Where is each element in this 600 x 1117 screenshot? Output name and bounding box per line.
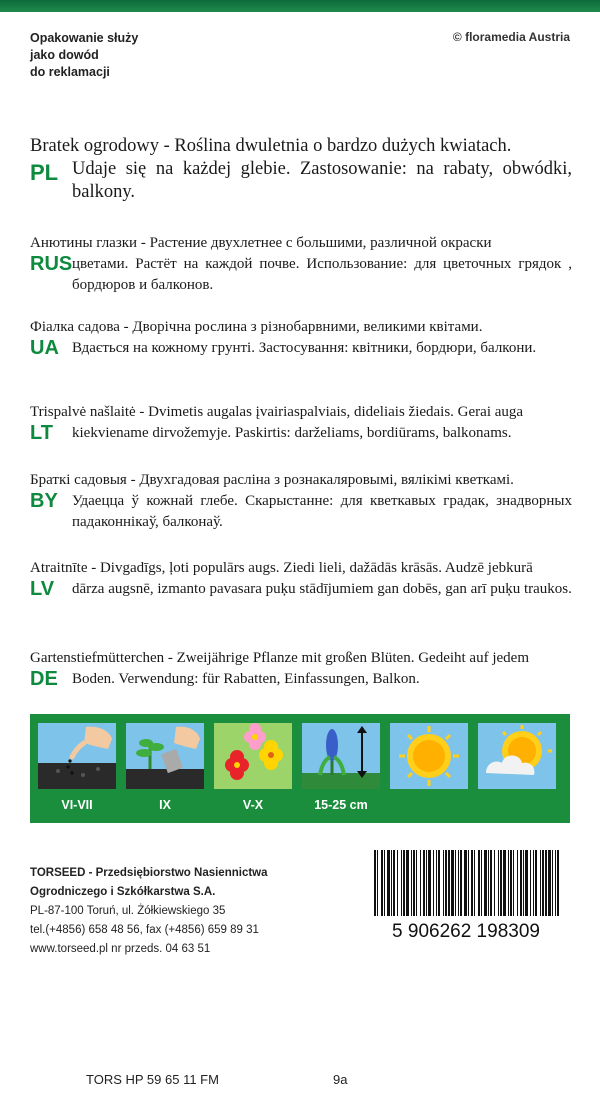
company-name-line: Ogrodniczego i Szkółkarstwa S.A. <box>30 886 216 898</box>
barcode-bar <box>474 850 475 916</box>
barcode-bar <box>525 850 528 916</box>
barcode-bar <box>381 850 383 916</box>
language-code: LV <box>30 578 55 600</box>
barcode-bar <box>420 850 421 916</box>
copyright-credit: © floramedia Austria <box>452 30 570 44</box>
description-text: Boden. Verwendung: für Rabatten, Einfassungen, Balkon. <box>72 671 420 687</box>
description-first-line: Браткі садовыя - Двухгадовая расліна з рознакаляровымі, вялікімі кветкамі. <box>30 472 514 488</box>
barcode-bar <box>448 850 450 916</box>
language-code: UA <box>30 337 59 359</box>
barcode-bar <box>403 850 405 916</box>
company-phone: tel.(+4856) 658 48 56, fax (+4856) 659 89 31 <box>30 924 259 936</box>
complaint-notice <box>30 30 138 81</box>
description-text: dārza augsnē, izmanto pavasara puķu stādījumiem gan dobēs, gan arī puķu traukos. <box>72 581 572 597</box>
description-by <box>30 470 572 540</box>
barcode-bar <box>503 850 506 916</box>
description-rus <box>30 233 572 303</box>
top-green-bar <box>0 0 600 12</box>
barcode-bars <box>360 848 572 940</box>
barcode-bar <box>508 850 509 916</box>
barcode-bar <box>443 850 444 916</box>
barcode-bar <box>488 850 489 916</box>
description-first-line: Фіалка садова - Дворічна рослина з різнобарвними, великими квітами. <box>30 319 483 335</box>
barcode-bar <box>451 850 454 916</box>
description-first-line: Atraitnīte - Divgadīgs, ļoti populārs augs. Ziedi lieli, dažādās krāsās. Audzē jebkurā <box>30 560 533 576</box>
flowering-icon <box>214 723 292 789</box>
description-first-line: Trispalvė našlaitė - Dvimetis augalas įvairiaspalviais, dideliais žiedais. Gerai auga <box>30 404 524 420</box>
barcode-bar <box>416 850 417 916</box>
description-text: kiekviename dirvožemyje. Paskirtis: darželiams, bordiūrams, balkonams. <box>72 425 512 441</box>
description-first-line: Анютины глазки - Растение двухлетнее с большими, различной окраски <box>30 235 492 251</box>
barcode-bar <box>481 850 482 916</box>
description-lv <box>30 558 572 628</box>
barcode-bar <box>384 850 385 916</box>
barcode-bar <box>406 850 409 916</box>
company-name-line: TORSEED - Przedsiębiorstwo Nasiennictwa <box>30 867 268 879</box>
barcode-bar <box>426 850 427 916</box>
barcode-bar <box>374 850 376 916</box>
barcode-bar <box>555 850 556 916</box>
partial-sun-icon <box>478 723 556 789</box>
height-icon <box>302 723 380 789</box>
flowering-label: V-X <box>242 798 264 812</box>
barcode-bar <box>494 850 495 916</box>
variant-code: 9a <box>333 1072 348 1087</box>
description-pl <box>30 135 572 215</box>
barcode-bar <box>535 850 537 916</box>
language-code: LT <box>30 422 53 444</box>
barcode-bar <box>510 850 512 916</box>
barcode-bar <box>548 850 551 916</box>
company-website: www.torseed.pl nr przeds. 04 63 51 <box>30 943 211 955</box>
language-code: PL <box>30 160 59 185</box>
barcode-bar <box>500 850 502 916</box>
product-code: TORS HP 59 65 11 FM <box>86 1072 219 1087</box>
barcode-bar <box>445 850 447 916</box>
barcode-bar <box>387 850 390 916</box>
description-text: Удаецца ў кожнай глебе. Скарыстанне: для кветкавых градак, знадворных падаконнікаў, балконаў. <box>72 493 572 530</box>
barcode-bar <box>393 850 395 916</box>
barcode-bar <box>436 850 437 916</box>
barcode-number: 5 906262 198309 <box>392 921 540 940</box>
pictogram-band <box>30 714 570 823</box>
barcode-bar <box>464 850 467 916</box>
barcode-bar <box>458 850 459 916</box>
barcode-bar <box>557 850 559 916</box>
company-address: PL-87-100 Toruń, ul. Żółkiewskiego 35 <box>30 905 226 917</box>
barcode-bar <box>468 850 469 916</box>
height-label: 15-25 cm <box>314 798 368 812</box>
barcode-bar <box>411 850 412 916</box>
notice-line: do reklamacji <box>30 65 110 79</box>
barcode-bar <box>542 850 544 916</box>
language-code: RUS <box>30 253 73 275</box>
barcode-bar <box>545 850 547 916</box>
description-ua <box>30 317 572 387</box>
barcode-bar <box>455 850 456 916</box>
description-lt <box>30 402 572 452</box>
language-code: BY <box>30 490 58 512</box>
barcode-bar <box>530 850 531 916</box>
barcode-bar <box>533 850 534 916</box>
barcode-bar <box>401 850 402 916</box>
barcode-bar <box>471 850 473 916</box>
sowing-icon <box>38 723 116 789</box>
barcode <box>360 848 572 940</box>
sowing-label: VI-VII <box>61 798 93 812</box>
description-first-line: Gartenstiefmütterchen - Zweijährige Pflanze mit großen Blüten. Gedeiht auf jedem <box>30 650 529 666</box>
description-text: Udaje się na każdej glebie. Zastosowanie: na rabaty, obwódki, balkony. <box>72 159 572 202</box>
barcode-bar <box>552 850 553 916</box>
description-de <box>30 648 572 698</box>
barcode-bar <box>397 850 398 916</box>
notice-line: jako dowód <box>30 48 99 62</box>
barcode-bar <box>540 850 541 916</box>
barcode-bar <box>498 850 499 916</box>
transplant-label: IX <box>159 798 171 812</box>
barcode-bar <box>438 850 440 916</box>
transplant-icon <box>126 723 204 789</box>
barcode-bar <box>484 850 487 916</box>
language-code: DE <box>30 668 58 690</box>
barcode-bar <box>523 850 524 916</box>
barcode-bar <box>513 850 514 916</box>
company-info <box>30 864 268 959</box>
barcode-bar <box>377 850 378 916</box>
barcode-bar <box>478 850 480 916</box>
barcode-bar <box>423 850 425 916</box>
description-text: Вдається на кожному грунті. Застосування: квітники, бордюри, балкони. <box>72 340 537 356</box>
barcode-bar <box>391 850 392 916</box>
description-first-line: Bratek ogrodowy - Roślina dwuletnia o bardzo dużych kwiatach. <box>30 136 512 156</box>
barcode-bar <box>433 850 434 916</box>
barcode-bar <box>460 850 462 916</box>
description-text: цветами. Растёт на каждой почве. Использование: для цветочных грядок , бордюров и балконов. <box>72 256 572 293</box>
barcode-bar <box>520 850 522 916</box>
barcode-bar <box>413 850 415 916</box>
barcode-bar <box>428 850 431 916</box>
notice-line: Opakowanie służy <box>30 31 139 45</box>
barcode-bar <box>517 850 518 916</box>
barcode-bar <box>490 850 492 916</box>
full-sun-icon <box>390 723 468 789</box>
